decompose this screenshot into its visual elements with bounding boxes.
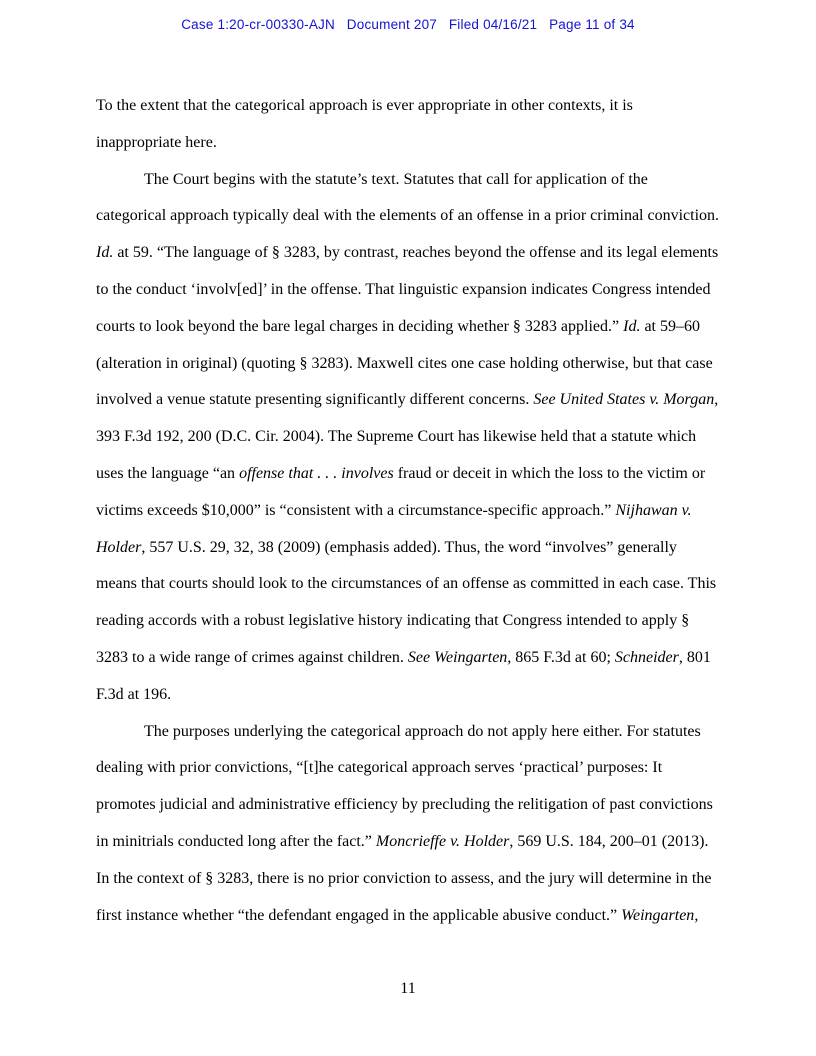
italic-text-run: Weingarten xyxy=(621,906,695,924)
text-run: , 801 F.3d at 196. xyxy=(96,648,711,703)
paragraph xyxy=(96,88,720,162)
text-run: To the extent that the categorical approach is ever appropriate in other contexts, it is inappropriate here. xyxy=(96,97,633,151)
text-run: fraud or deceit in which the loss to the victim or victims exceeds $10,000” is “consistent with a circumstance-specific approach.” xyxy=(96,464,706,519)
text-run: , 393 F.3d 192, 200 (D.C. Cir. 2004). The Supreme Court has likewise held that a statute which uses the language “an xyxy=(96,391,719,482)
text-run: The Court begins with the statute’s text. Statutes that call for application of the categorical approach typically deal with the elements of an offense in a prior criminal conviction. xyxy=(96,170,720,225)
case-header: Case 1:20-cr-00330-AJN Document 207 Filed 04/16/21 Page 11 of 34 xyxy=(181,17,635,32)
text-run: , 865 F.3d at 60; xyxy=(507,648,615,666)
document-body xyxy=(96,88,720,934)
text-run: at 59–60 (alteration in original) (quoting § 3283). Maxwell cites one case holding otherwise, but that case involved a venue statute presenting significantly different concerns. xyxy=(96,317,713,409)
italic-text-run: Nijhawan v. Holder xyxy=(96,501,692,556)
text-run: , 569 U.S. 184, 200–01 (2013). In the context of § 3283, there is no prior conviction to assess, and the jury will determine in the first instance whether “the defendant engaged in the applicable abusive conduct.” xyxy=(96,832,712,924)
text-run: , 557 U.S. 29, 32, 38 (2009) (emphasis added). Thus, the word “involves” generally means that courts should look to the circumstances of an offense as committed in each case. This reading accords with a robust legislative history indicating that Congress intended to apply § 3283 to a wide range of crimes against children. xyxy=(96,538,717,666)
italic-text-run: Id. xyxy=(96,244,114,262)
paragraph xyxy=(96,162,720,714)
text-run: , xyxy=(694,906,699,924)
italic-text-run: See United States v. Morgan xyxy=(533,391,715,409)
text-run: at 59. “The language of § 3283, by contrast, reaches beyond the offense and its legal elements to the conduct ‘involv[ed]’ in the offense. That linguistic expansion indicates Congress intended courts to look beyond the bare legal charges in deciding whether § 3283 applied.” xyxy=(96,244,719,335)
text-run: The purposes underlying the categorical approach do not apply here either. For statutes dealing with prior convictions, “[t]he categorical approach serves ‘practical’ purposes: It promotes judicial and administrative efficiency by precluding the relitigation of past convictions in minitrials conducted long after the fact.” xyxy=(96,722,713,850)
italic-text-run: offense that . . . involves xyxy=(239,464,394,482)
page-number: 11 xyxy=(400,980,416,997)
italic-text-run: Id. xyxy=(623,317,641,335)
paragraph xyxy=(96,714,720,935)
italic-text-run: See Weingarten xyxy=(407,648,508,666)
italic-text-run: Schneider xyxy=(614,648,679,666)
italic-text-run: Moncrieffe v. Holder xyxy=(375,832,510,850)
